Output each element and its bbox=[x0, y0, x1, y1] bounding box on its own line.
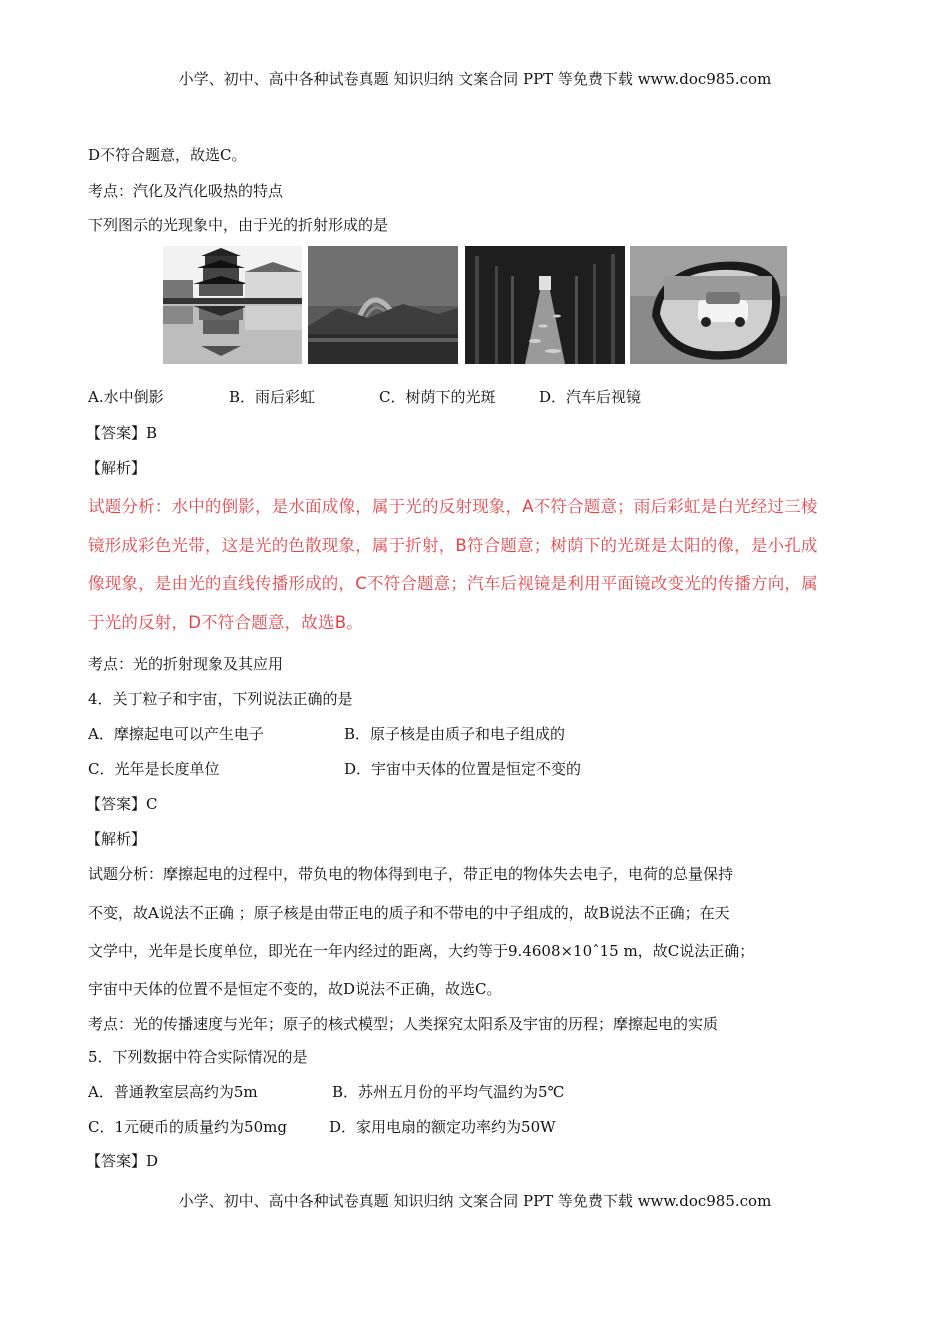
q4-analysis-line: 不变，故A说法不正确 ；原子核是由带正电的质子和不带电的中子组成的，故B说法不正确；在天 bbox=[88, 904, 730, 922]
q3-option-d: D．汽车后视镜 bbox=[539, 388, 642, 406]
q3-option-a: A.水中倒影 bbox=[88, 388, 164, 406]
photo-tree-shade bbox=[465, 246, 625, 364]
photo-water-reflection bbox=[163, 246, 302, 364]
q4-option-b: B．原子核是由质子和电子组成的 bbox=[344, 725, 566, 743]
q3-analysis-line: 试题分析：水中的倒影，是水面成像，属于光的反射现象，A不符合题意；雨后彩虹是白光经过三棱 bbox=[88, 497, 818, 516]
page-footer: 小学、初中、高中各种试卷真题 知识归纳 文案合同 PPT 等免费下载 www.doc985.com bbox=[178, 1192, 772, 1210]
q3-prev-kaodian: 考点：汽化及汽化吸热的特点 bbox=[88, 182, 284, 200]
q4-answer: 【答案】C bbox=[86, 795, 158, 813]
q3-tail-line: D不符合题意，故选C。 bbox=[88, 146, 247, 164]
q3-analysis-line: 镜形成彩色光带，这是光的色散现象，属于折射，B符合题意；树荫下的光斑是太阳的像，是小孔成 bbox=[88, 536, 818, 555]
q4-analysis-line: 文学中，光年是长度单位，即光在一年内经过的距离，大约等于9.4608×10ˆ15 m，故C说法正确； bbox=[88, 942, 755, 960]
photo-car-mirror bbox=[630, 246, 787, 364]
page-header: 小学、初中、高中各种试卷真题 知识归纳 文案合同 PPT 等免费下载 www.doc985.com bbox=[178, 70, 772, 88]
q5-option-d: D．家用电扇的额定功率约为50W bbox=[329, 1118, 556, 1136]
q3-analysis-line: 于光的反射，D不符合题意，故选B。 bbox=[88, 613, 363, 632]
q4-stem: 4．关丁粒子和宇宙，下列说法正确的是 bbox=[88, 690, 353, 708]
q5-answer: 【答案】D bbox=[86, 1152, 159, 1170]
photo-rainbow bbox=[308, 246, 458, 364]
q5-stem: 5．下列数据中符合实际情况的是 bbox=[88, 1048, 308, 1066]
q4-option-d: D．宇宙中天体的位置是恒定不变的 bbox=[344, 760, 582, 778]
q4-option-a: A．摩擦起电可以产生电子 bbox=[88, 725, 264, 743]
q4-analysis-line: 宇宙中天体的位置不是恒定不变的，故D说法不正确，故选C。 bbox=[88, 980, 502, 998]
q3-option-b: B．雨后彩虹 bbox=[229, 388, 316, 406]
q5-option-c: C．1元硬币的质量约为50mg bbox=[88, 1118, 287, 1136]
q3-analysis-line: 像现象，是由光的直线传播形成的，C不符合题意；汽车后视镜是利用平面镜改变光的传播方向，属 bbox=[88, 574, 818, 593]
q4-analysis-line: 试题分析：摩擦起电的过程中，带负电的物体得到电子，带正电的物体失去电子，电荷的总量保持 bbox=[88, 865, 734, 883]
q3-analysis-label: 【解析】 bbox=[86, 459, 147, 477]
q3-kaodian: 考点：光的折射现象及其应用 bbox=[88, 655, 284, 673]
q3-stem: 下列图示的光现象中，由于光的折射形成的是 bbox=[88, 216, 389, 234]
q4-option-c: C．光年是长度单位 bbox=[88, 760, 220, 778]
q4-kaodian: 考点：光的传播速度与光年；原子的核式模型；人类探究太阳系及宇宙的历程；摩擦起电的实质 bbox=[88, 1015, 719, 1033]
q3-option-c: C．树荫下的光斑 bbox=[379, 388, 496, 406]
q5-option-a: A．普通教室层高约为5m bbox=[88, 1083, 258, 1101]
q3-answer: 【答案】B bbox=[86, 424, 158, 442]
q4-analysis-label: 【解析】 bbox=[86, 830, 147, 848]
q5-option-b: B．苏州五月份的平均气温约为5℃ bbox=[332, 1083, 565, 1101]
